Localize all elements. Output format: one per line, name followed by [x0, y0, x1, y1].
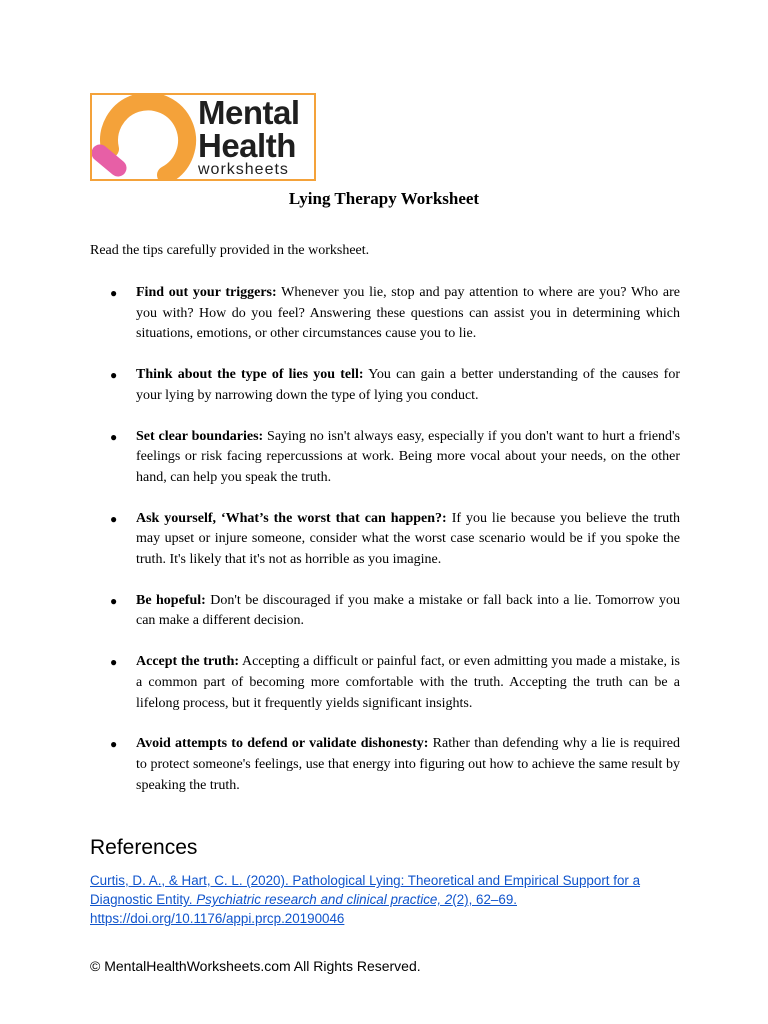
tip-heading: Accept the truth:: [136, 654, 240, 670]
tip-heading: Ask yourself, ‘What’s the worst that can happen?:: [136, 510, 447, 526]
tips-list: [90, 283, 680, 816]
tip-item: [90, 283, 680, 345]
logo: [90, 93, 316, 181]
logo-text-worksheets: worksheets: [198, 161, 289, 178]
copyright-footer: © MentalHealthWorksheets.com All Rights Reserved.: [90, 958, 421, 974]
tip-body: Accepting a difficult or painful fact, or even admitting you made a mistake, is a common part of becoming more comfortable with the truth. Accepting the truth can be a lifelong process, but it frequently yields significant insights.: [136, 654, 680, 711]
tip-item: [90, 591, 680, 632]
tip-body: Whenever you lie, stop and pay attention to where are you? Who are you with? How do you feel? Answering these questions can assist you in determining which situations, emotions, or other circumstances cause you to lie.: [136, 285, 680, 342]
bullet-icon: ●: [110, 737, 118, 752]
tip-heading: Set clear boundaries:: [136, 428, 264, 444]
citation-journal: Psychiatric research and clinical practice, 2: [196, 892, 453, 907]
citation-authors: Curtis, D. A., & Hart, C. L. (2020). Pathological Lying: Theoretical and Empirical Support for a Diagnostic Entity.: [90, 873, 641, 907]
bullet-icon: ●: [110, 511, 118, 526]
tip-item: [90, 509, 680, 571]
bullet-icon: ●: [110, 429, 118, 444]
references-heading: References: [90, 836, 198, 859]
tip-item: [90, 427, 680, 489]
tip-heading: Think about the type of lies you tell:: [136, 367, 364, 383]
tip-heading: Be hopeful:: [136, 592, 206, 608]
tip-body: If you lie because you believe the truth may upset or injure someone, consider what the worst case scenario would be if you spoke the truth. It's likely that it's not as horrible as you imagine.: [136, 510, 680, 568]
page-title: Lying Therapy Worksheet: [288, 189, 480, 208]
tip-heading: Find out your triggers:: [136, 285, 277, 300]
tip-heading: Avoid attempts to defend or validate dishonesty:: [136, 736, 429, 752]
tip-item: [90, 734, 680, 796]
citation-issue: (2), 62–69.: [452, 892, 517, 907]
bullet-icon: ●: [110, 593, 118, 608]
tip-item: [90, 652, 680, 714]
logo-text-health: Health: [198, 127, 296, 164]
tip-item: [90, 365, 680, 406]
citation-link[interactable]: [90, 873, 640, 926]
tip-body: You can gain a better understanding of the causes for your lying by narrowing down the type of lying you conduct.: [136, 367, 680, 403]
tip-body: Saying no isn't always easy, especially if you don't want to hurt a friend's feelings or risk facing repercussions at work. Being more vocal about your needs, on the other hand, can help you speak the truth.: [136, 428, 681, 485]
bullet-icon: ●: [110, 655, 118, 670]
tip-body: Rather than defending why a lie is required to protect someone's feelings, use that energy into figuring out how to achieve the same result by speaking the truth.: [136, 736, 680, 793]
reference-citation: [90, 871, 690, 928]
citation-doi: https://doi.org/10.1176/appi.prcp.20190046: [90, 911, 345, 926]
logo-text-mental: Mental: [198, 94, 300, 131]
bullet-icon: ●: [110, 368, 118, 383]
intro-text: Read the tips carefully provided in the worksheet.: [90, 243, 370, 258]
bullet-icon: ●: [110, 286, 118, 300]
tip-body: Don't be discouraged if you make a mistake or fall back into a lie. Tomorrow you can make a different decision.: [136, 592, 681, 629]
